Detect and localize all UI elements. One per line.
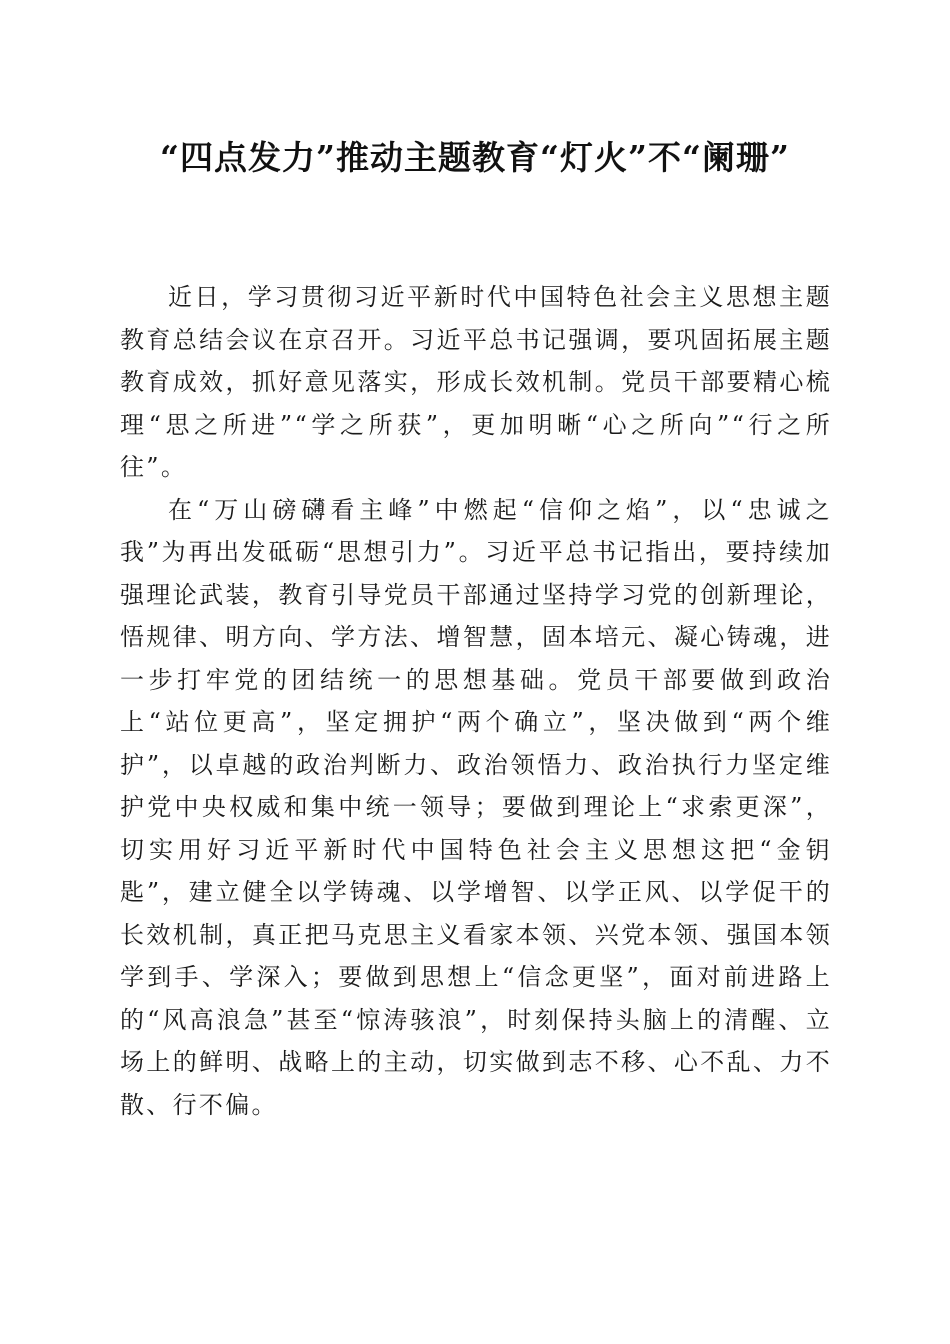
document-body	[120, 276, 832, 1126]
paragraph-2: 在“万山磅礴看主峰”中燃起“信仰之焰”，以“忠诚之我”为再出发砥砺“思想引力”。习近平总书记指出，要持续加强理论武装，教育引导党员干部通过坚持学习党的创新理论，悟规律、明方向、学方法、增智慧，固本培元、凝心铸魂，进一步打牢党的团结统一的思想基础。党员干部要做到政治上“站位更高”，坚定拥护“两个确立”，坚决做到“两个维护”，以卓越的政治判断力、政治领悟力、政治执行力坚定维护党中央权威和集中统一领导；要做到理论上“求索更深”，切实用好习近平新时代中国特色社会主义思想这把“金钥匙”，建立健全以学铸魂、以学增智、以学正风、以学促干的长效机制，真正把马克思主义看家本领、兴党本领、强国本领学到手、学深入；要做到思想上“信念更坚”，面对前进路上的“风高浪急”甚至“惊涛骇浪”，时刻保持头脑上的清醒、立场上的鲜明、战略上的主动，切实做到志不移、心不乱、力不散、行不偏。	[120, 495, 832, 1119]
paragraph-1: 近日，学习贯彻习近平新时代中国特色社会主义思想主题教育总结会议在京召开。习近平总书记强调，要巩固拓展主题教育成效，抓好意见落实，形成长效机制。党员干部要精心梳理“思之所进”“学之所获”，更加明晰“心之所向”“行之所往”。	[120, 283, 832, 481]
document-title: “四点发力”推动主题教育“灯火”不“阑珊”	[160, 138, 790, 177]
